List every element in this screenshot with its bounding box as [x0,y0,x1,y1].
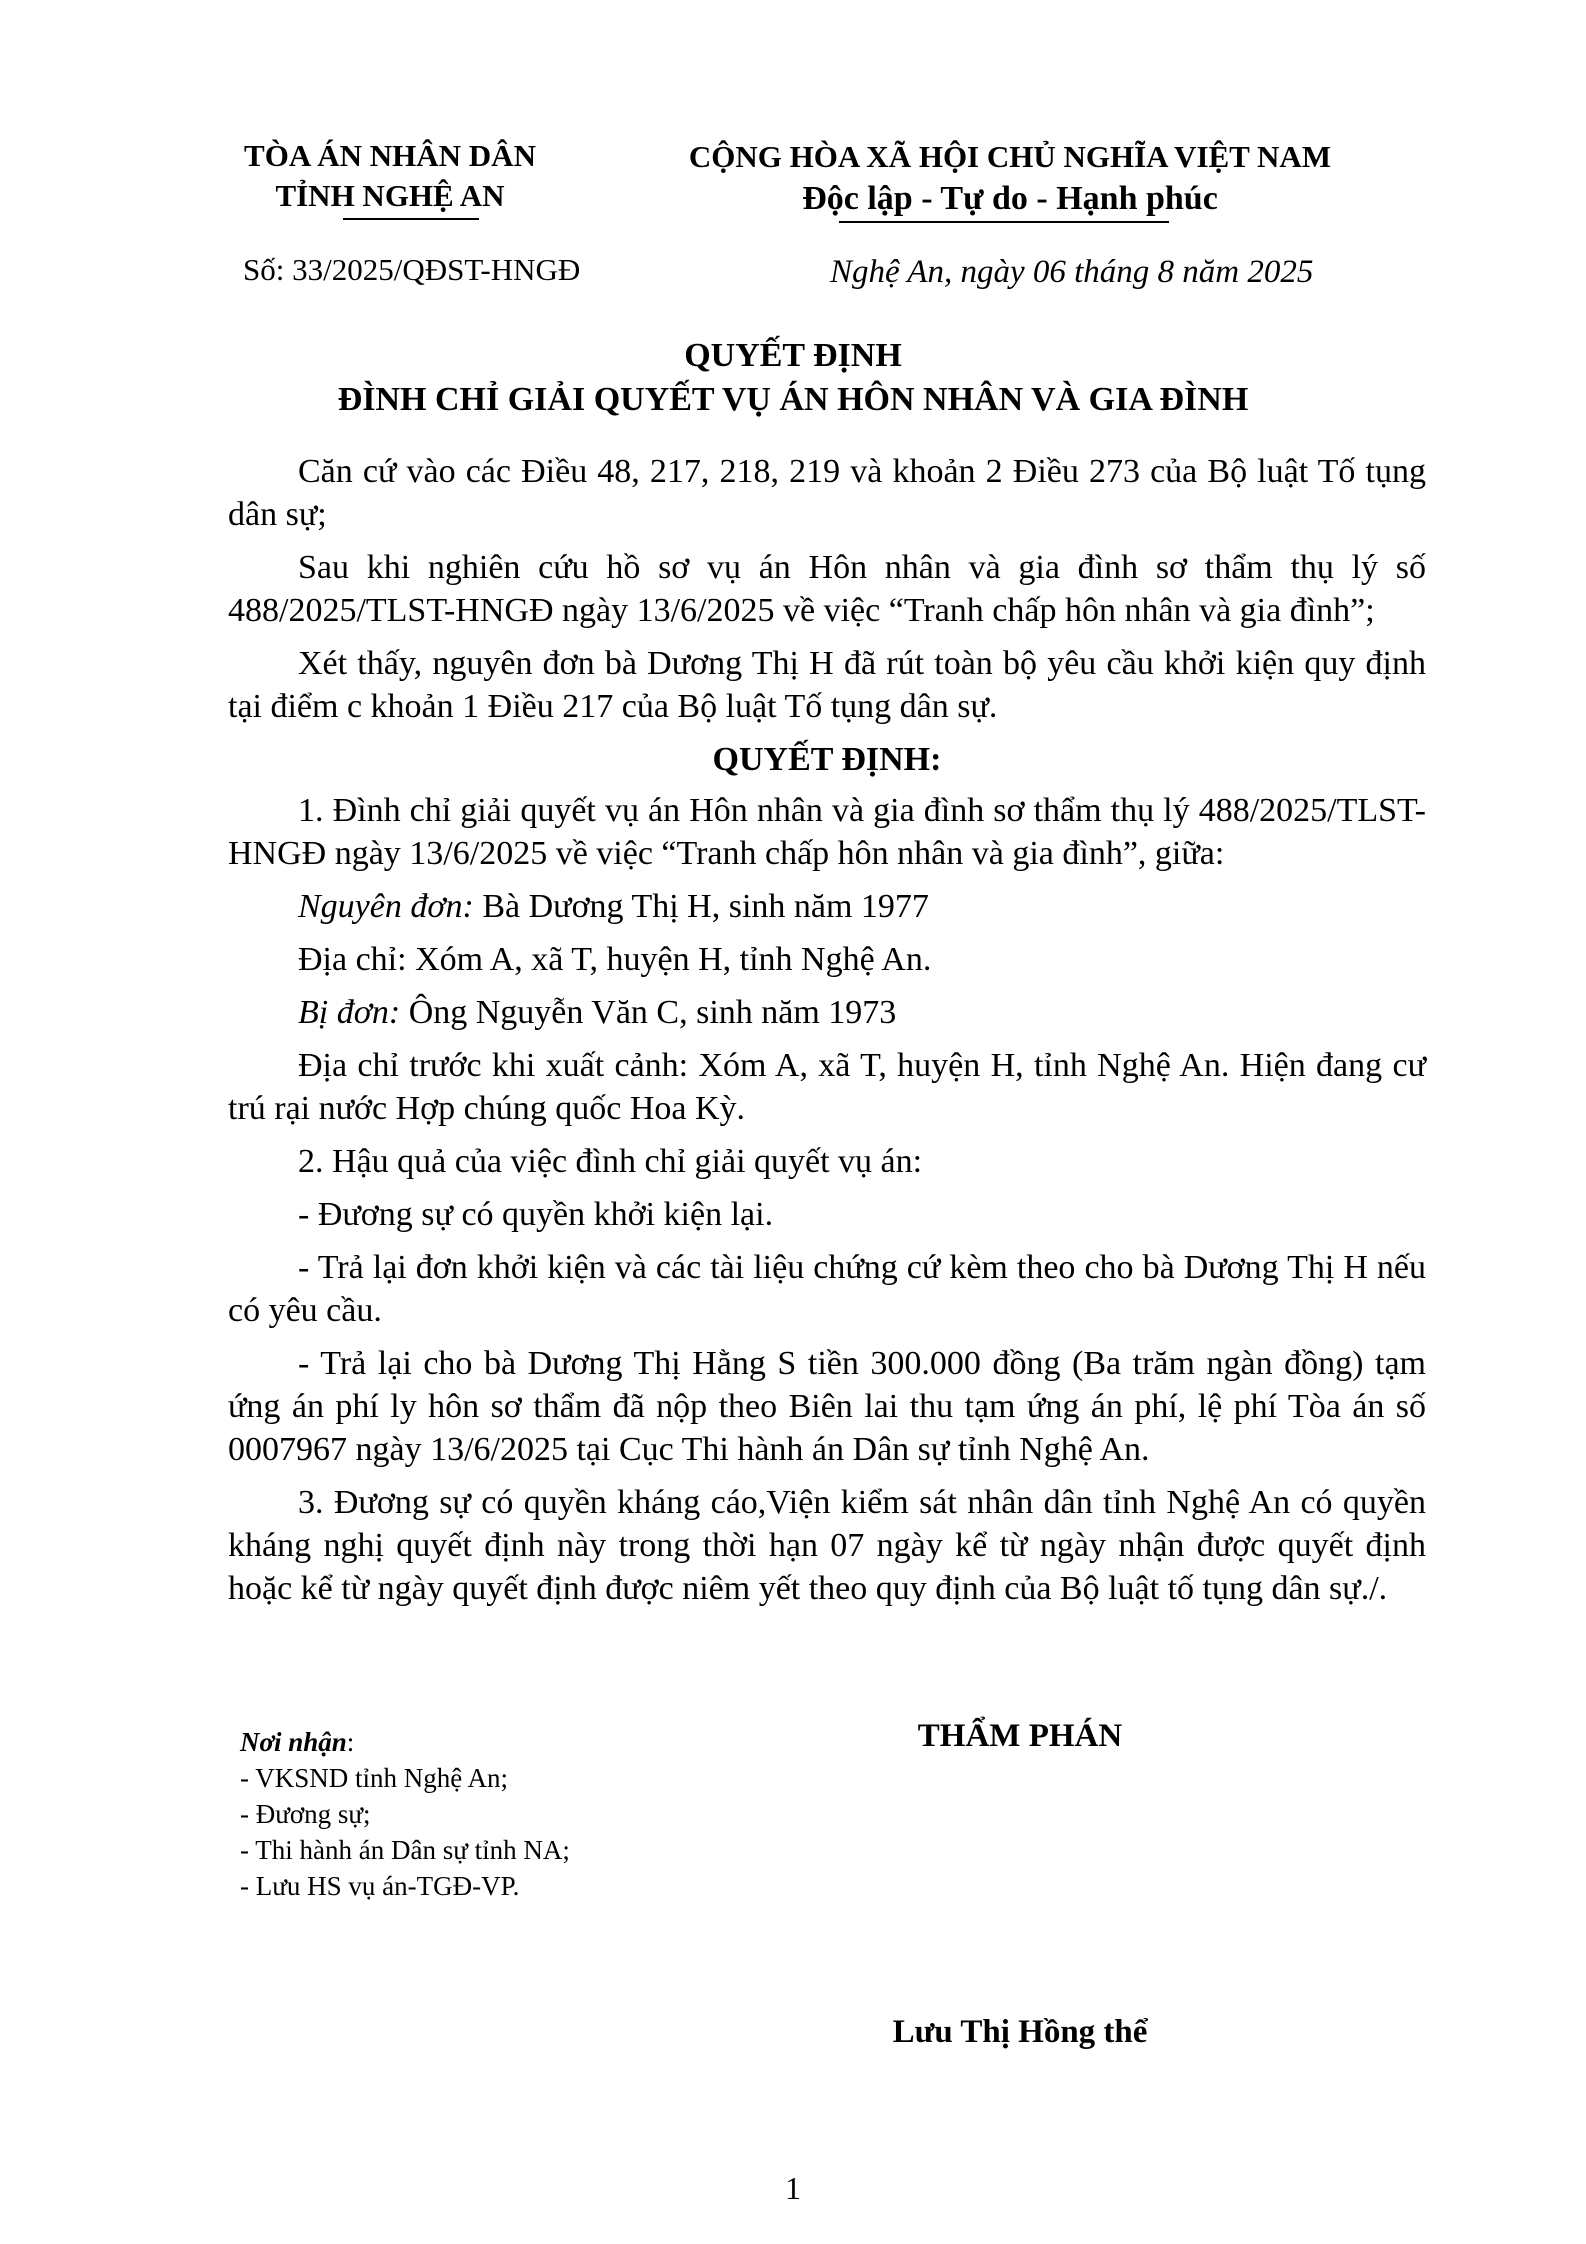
consequence-c: - Trả lại cho bà Dương Thị Hằng S tiền 300.000 đồng (Ba trăm ngàn đồng) tạm ứng án phí ly hôn sơ thẩm đã nộp theo Biên lai thu tạm ứng án phí, lệ phí Tòa án số 0007967 ngày 13/6/2025 tại Cục Thi hành án Dân sự tỉnh Nghệ An. [228,1345,1426,1468]
national-header [650,136,1370,220]
court-header [200,136,580,216]
recipient-item: - Lưu HS vụ án-TGĐ-VP. [240,1871,520,1901]
recipients-title: Nơi nhận [240,1727,347,1757]
defendant-address: Địa chỉ trước khi xuất cảnh: Xóm A, xã T, huyện H, tỉnh Nghệ An. Hiện đang cư trú rại nước Hợp chúng quốc Hoa Kỳ. [228,1047,1426,1127]
page-number: 1 [785,2170,801,2206]
plaintiff-value: Bà Dương Thị H, sinh năm 1977 [473,888,929,925]
consequence-b: - Trả lại đơn khởi kiện và các tài liệu chứng cứ kèm theo cho bà Dương Thị H nếu có yêu cầu. [228,1249,1426,1329]
signer-role: THẨM PHÁN [917,1718,1123,1754]
document-body [228,450,1426,1620]
court-header-rule [343,218,479,220]
document-title [0,334,1586,422]
decision-item-1: 1. Đình chỉ giải quyết vụ án Hôn nhân và gia đình sơ thẩm thụ lý 488/2025/TLST-HNGĐ ngày 13/6/2025 về việc “Tranh chấp hôn nhân và gia đình”, giữa: [228,792,1426,872]
finding: Xét thấy, nguyên đơn bà Dương Thị H đã rút toàn bộ yêu cầu khởi kiện quy định tại điểm c khoản 1 Điều 217 của Bộ luật Tố tụng dân sự. [228,645,1426,725]
signer-name: Lưu Thị Hồng thể [892,2014,1148,2050]
national-motto: Độc lập - Tự do - Hạnh phúc [802,180,1218,217]
case-review: Sau khi nghiên cứu hồ sơ vụ án Hôn nhân và gia đình sơ thẩm thụ lý số 488/2025/TLST-HNGĐ ngày 13/6/2025 về việc “Tranh chấp hôn nhân và gia đình”; [228,549,1426,629]
court-name: TÒA ÁN NHÂN DÂN [244,138,536,173]
recipient-item: - VKSND tỉnh Nghệ An; [240,1763,509,1793]
defendant-line [228,991,1426,1034]
decision-heading: QUYẾT ĐỊNH: [712,741,942,778]
title-line-1: QUYẾT ĐỊNH [684,337,902,374]
court-province: TỈNH NGHỆ AN [275,178,505,213]
legal-basis: Căn cứ vào các Điều 48, 217, 218, 219 và khoản 2 Điều 273 của Bộ luật Tố tụng dân sự; [228,453,1426,533]
recipient-item: - Thi hành án Dân sự tỉnh NA; [240,1835,570,1865]
motto-rule [839,221,1169,223]
recipient-item: - Đương sự; [240,1799,371,1829]
decision-item-2: 2. Hậu quả của việc đình chỉ giải quyết vụ án: [298,1143,923,1180]
recipients-colon: : [346,1727,355,1757]
defendant-value: Ông Nguyễn Văn C, sinh năm 1973 [400,994,897,1031]
decision-number: Số: 33/2025/QĐST-HNGĐ [243,252,581,287]
republic-name: CỘNG HÒA XÃ HỘI CHỦ NGHĨA VIỆT NAM [688,139,1332,174]
recipients-block [240,1724,612,1904]
plaintiff-address: Địa chỉ: Xóm A, xã T, huyện H, tỉnh Nghệ An. [298,941,932,978]
defendant-label: Bị đơn: [298,994,401,1031]
place-date: Nghệ An, ngày 06 tháng 8 năm 2025 [830,254,1314,290]
consequence-a: - Đương sự có quyền khởi kiện lại. [298,1196,774,1233]
decision-item-3: 3. Đương sự có quyền kháng cáo,Viện kiểm sát nhân dân tỉnh Nghệ An có quyền kháng nghị quyết định này trong thời hạn 07 ngày kể từ ngày nhận được quyết định hoặc kể từ ngày quyết định được niêm yết theo quy định của Bộ luật tố tụng dân sự./. [228,1484,1426,1607]
title-line-2: ĐÌNH CHỈ GIẢI QUYẾT VỤ ÁN HÔN NHÂN VÀ GIA ĐÌNH [337,381,1249,418]
plaintiff-label: Nguyên đơn: [298,888,474,925]
plaintiff-line [228,885,1426,928]
recipients-title-line [240,1724,612,1760]
